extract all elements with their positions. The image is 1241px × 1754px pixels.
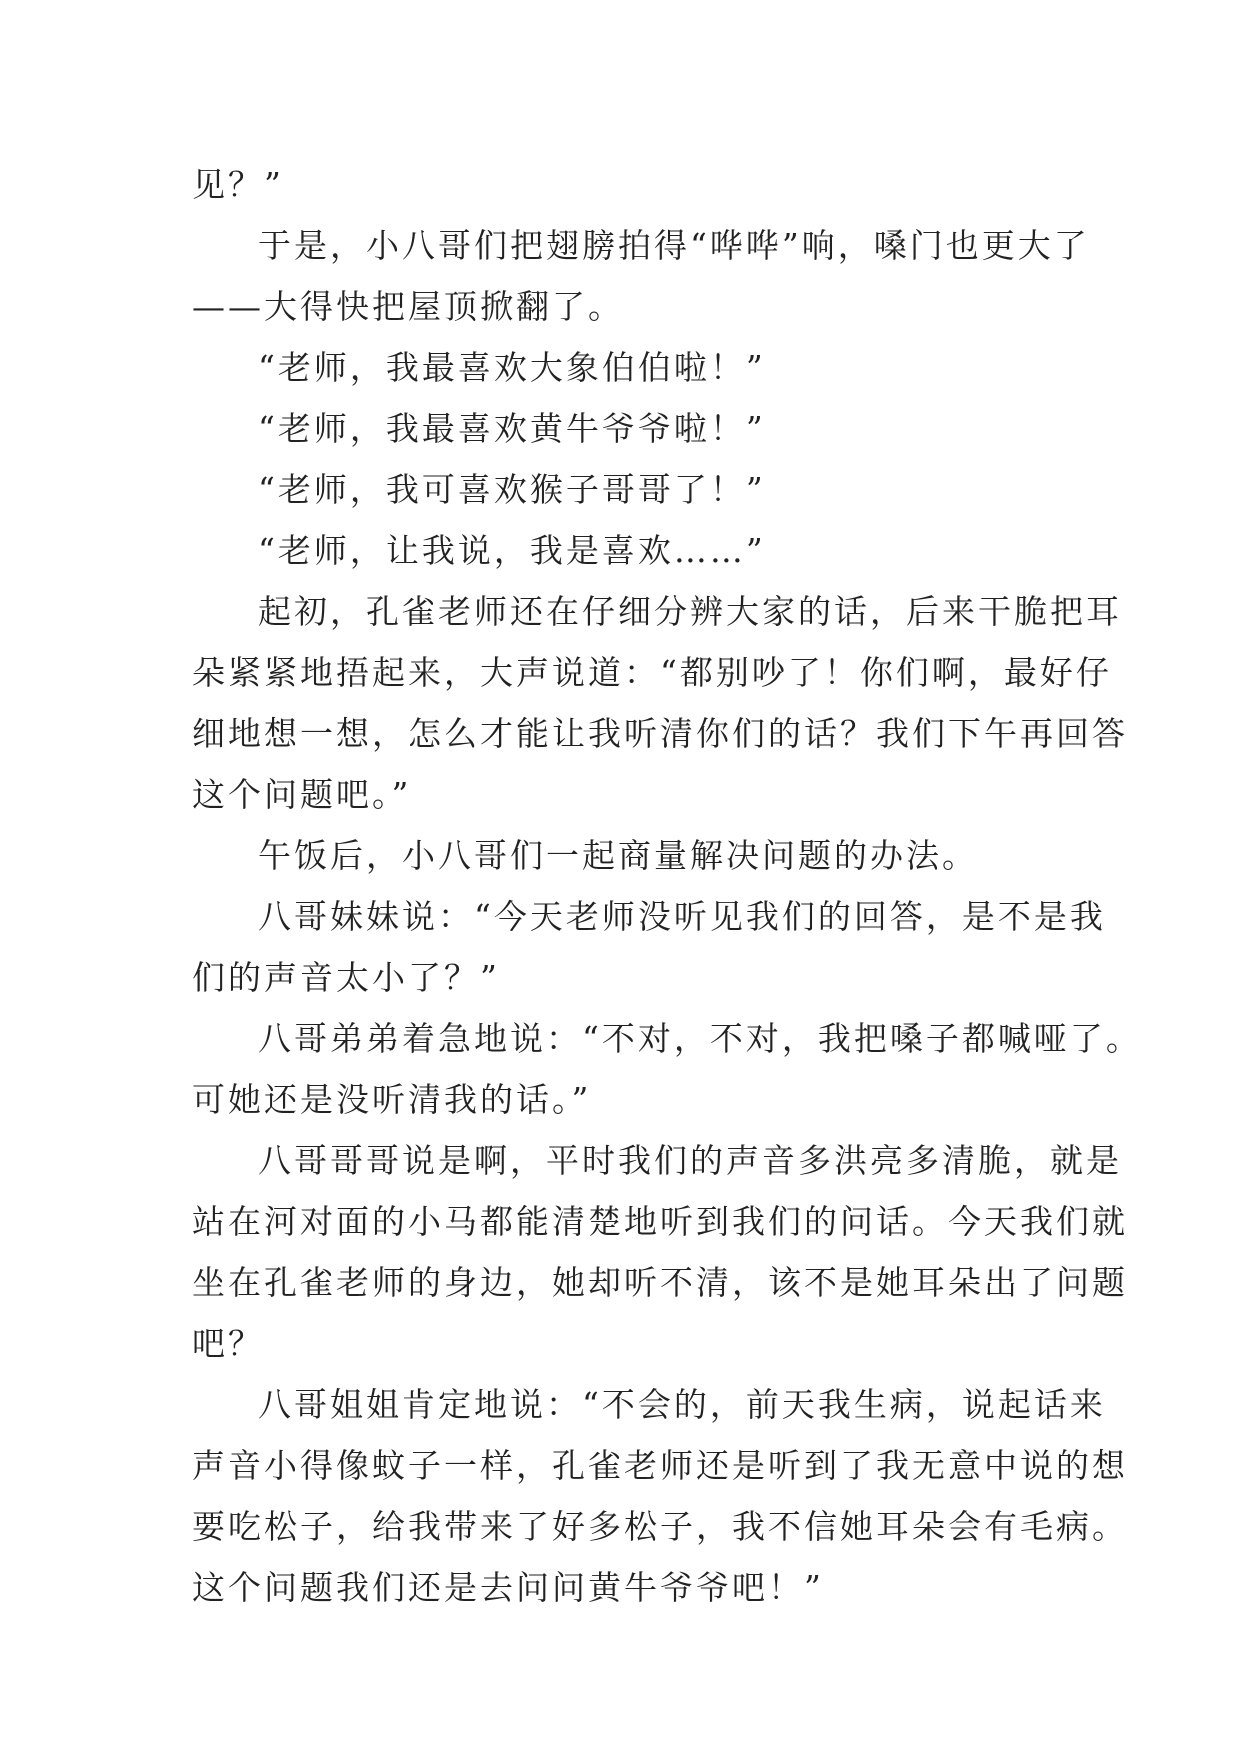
line-text: “老师，让我说，我是喜欢……”: [258, 531, 766, 570]
text-line: [192, 581, 1122, 642]
line-text: 八哥妹妹说：“今天老师没听见我们的回答，是不是我: [258, 897, 1106, 936]
line-text: ——大得快把屋顶掀翻了。: [192, 287, 624, 326]
line-text: 朵紧紧地捂起来，大声说道：“都别吵了！你们啊，最好仔: [192, 653, 1112, 692]
paragraph: [192, 459, 1072, 520]
text-line: [192, 398, 1072, 459]
line-text: 八哥姐姐肯定地说：“不会的，前天我生病，说起话来: [258, 1385, 1106, 1424]
text-line: [192, 825, 1072, 886]
text-line: [192, 1313, 1072, 1374]
text-line: [192, 764, 1072, 825]
text-line: [192, 1191, 1128, 1252]
text-line: [192, 1130, 1122, 1191]
text-line: [192, 154, 1072, 215]
text-line: [192, 1435, 1128, 1496]
paragraph: [192, 337, 1072, 398]
line-text: “老师，我最喜欢大象伯伯啦！”: [258, 348, 766, 387]
text-line: [192, 276, 1072, 337]
line-text: 这个问题我们还是去问问黄牛爷爷吧！”: [192, 1568, 824, 1607]
text-line: [192, 1069, 1072, 1130]
text-line: [192, 1374, 1106, 1435]
line-text: 起初，孔雀老师还在仔细分辨大家的话，后来干脆把耳: [258, 592, 1122, 631]
line-text: 坐在孔雀老师的身边，她却听不清，该不是她耳朵出了问题: [192, 1263, 1128, 1302]
paragraph: [192, 520, 1072, 581]
text-line: [192, 947, 1072, 1008]
line-text: 这个问题吧。”: [192, 775, 412, 814]
paragraph: [192, 825, 1072, 886]
paragraph: [192, 398, 1072, 459]
line-text: 可她还是没听清我的话。”: [192, 1080, 592, 1119]
line-text: 声音小得像蚊子一样，孔雀老师还是听到了我无意中说的想: [192, 1446, 1128, 1485]
line-text: 八哥弟弟着急地说：“不对，不对，我把嗓子都喊哑了。: [258, 1019, 1142, 1058]
paragraph: [192, 581, 1128, 825]
paragraph: [192, 1374, 1128, 1618]
line-text: 站在河对面的小马都能清楚地听到我们的问话。今天我们就: [192, 1202, 1128, 1241]
text-line: [192, 886, 1106, 947]
text-line: [192, 1557, 1072, 1618]
text-line: [192, 459, 1072, 520]
text-line: [192, 642, 1112, 703]
text-line: [192, 215, 1090, 276]
line-text: “老师，我可喜欢猴子哥哥了！”: [258, 470, 766, 509]
text-line: [192, 1252, 1128, 1313]
paragraph: [192, 1008, 1142, 1130]
text-line: [192, 1496, 1128, 1557]
paragraph: [192, 1130, 1128, 1374]
text-line: [192, 337, 1072, 398]
text-line: [192, 1008, 1142, 1069]
line-text: 见？”: [192, 165, 284, 204]
paragraph: [192, 154, 1072, 215]
text-line: [192, 703, 1128, 764]
line-text: 细地想一想，怎么才能让我听清你们的话？我们下午再回答: [192, 714, 1128, 753]
paragraph: [192, 215, 1090, 337]
text-line: [192, 520, 1072, 581]
line-text: “老师，我最喜欢黄牛爷爷啦！”: [258, 409, 766, 448]
line-text: 八哥哥哥说是啊，平时我们的声音多洪亮多清脆，就是: [258, 1141, 1122, 1180]
line-text: 于是，小八哥们把翅膀拍得“哗哗”响，嗓门也更大了: [258, 226, 1090, 265]
line-text: 们的声音太小了？”: [192, 958, 500, 997]
line-text: 要吃松子，给我带来了好多松子，我不信她耳朵会有毛病。: [192, 1507, 1128, 1546]
document-body: [192, 154, 1142, 1618]
paragraph: [192, 886, 1106, 1008]
line-text: 吧？: [192, 1324, 264, 1363]
line-text: 午饭后，小八哥们一起商量解决问题的办法。: [258, 836, 978, 875]
